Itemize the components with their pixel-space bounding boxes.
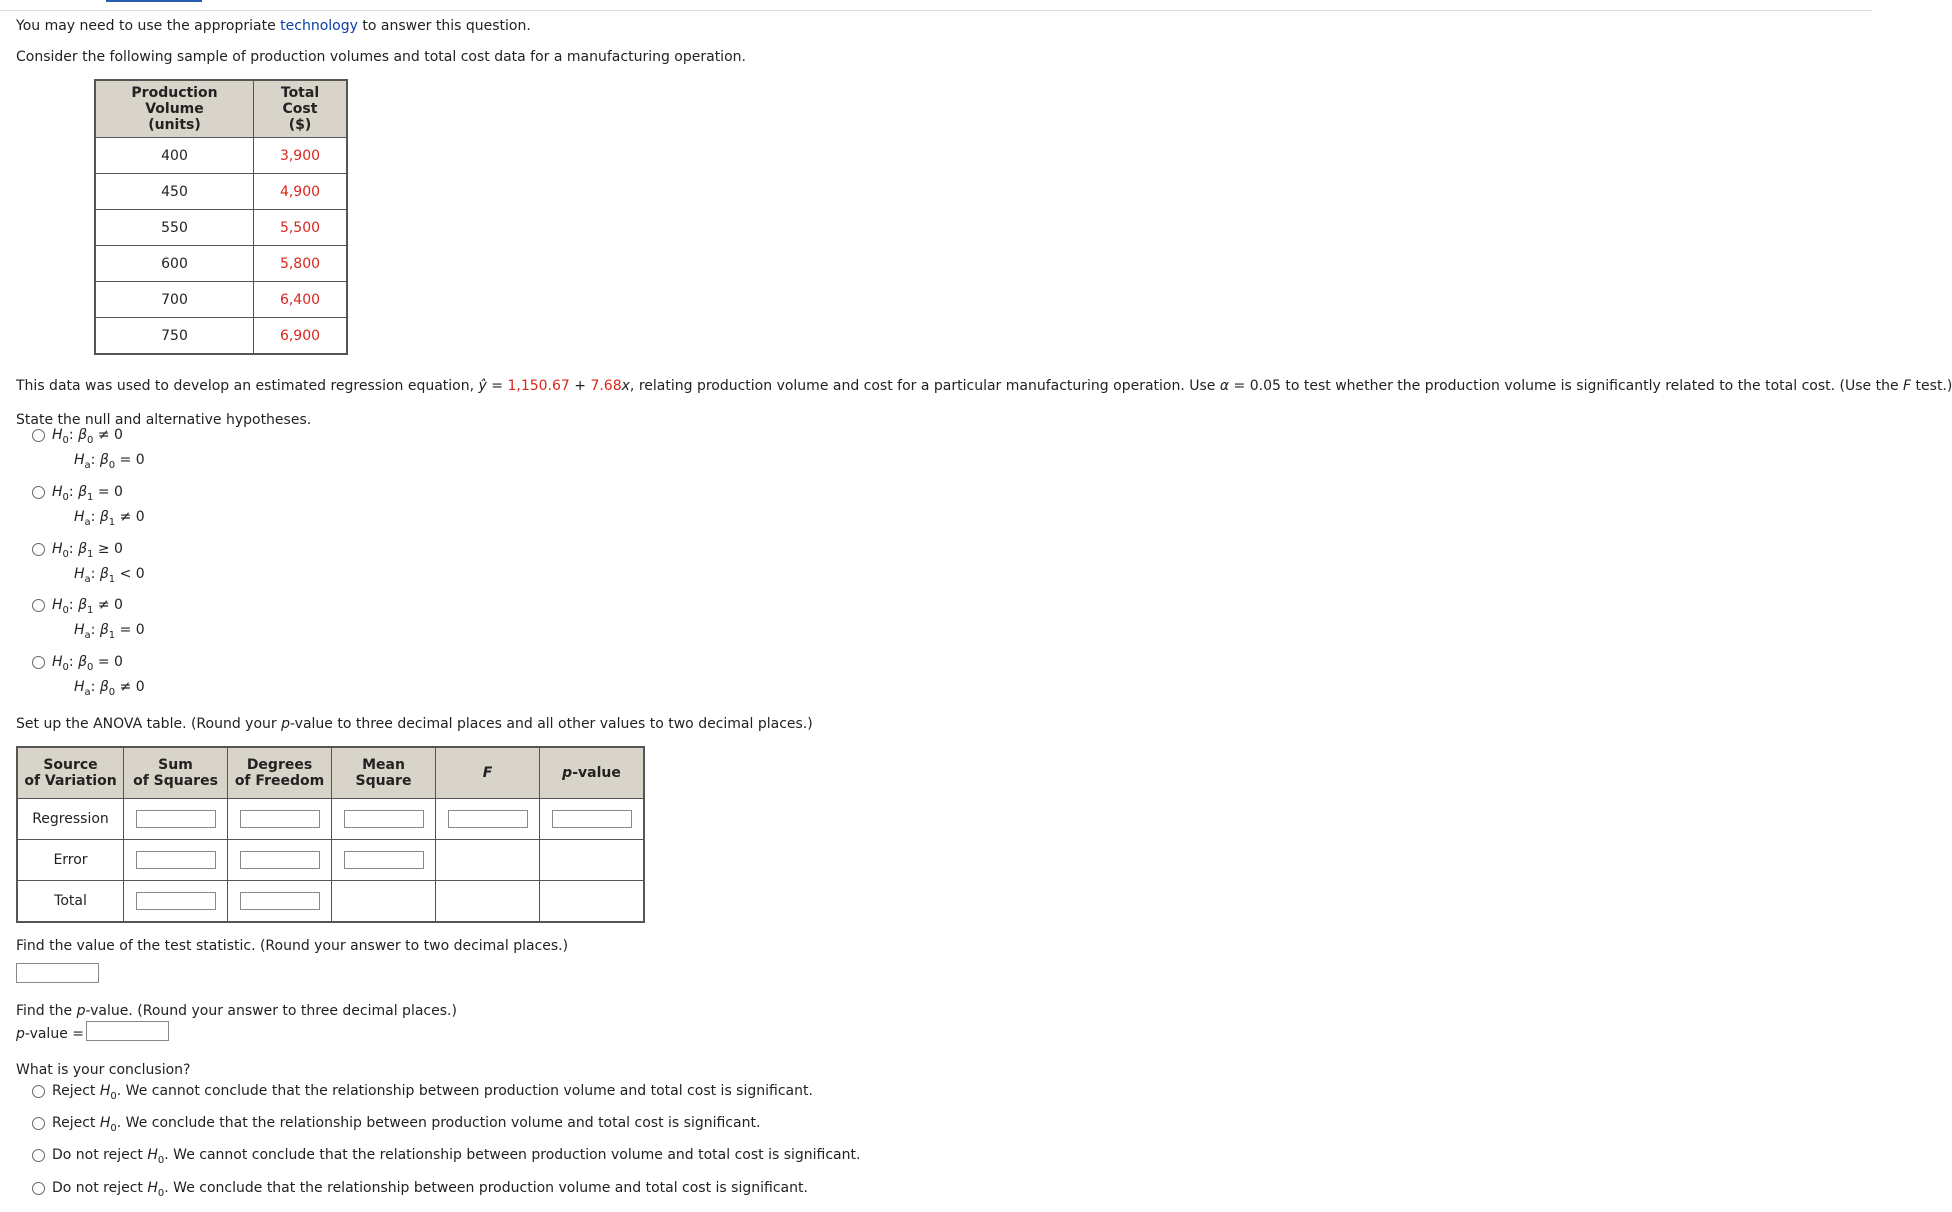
alternative-hypothesis: $H_a$: $\beta_0 = 0$ [74,452,145,471]
p-value-label: p-value = [16,1026,84,1042]
empty-cell [540,840,645,881]
top-divider [0,10,1872,11]
volume-cell: 600 [95,246,254,282]
conclusion-prompt: What is your conclusion? [16,1062,191,1078]
hypothesis-option-4[interactable] [32,596,232,646]
radio-button[interactable] [32,1182,45,1195]
table-row [95,174,347,210]
table-row [95,210,347,246]
alternative-hypothesis: $H_a$: $\beta_1 < 0$ [74,566,145,585]
cost-cell: 3,900 [254,138,348,174]
regression-ss-input[interactable] [136,810,216,828]
alternative-hypothesis: $H_a$: $\beta_0 \ne 0$ [74,679,145,698]
radio-button[interactable] [32,1117,45,1130]
cost-cell: 5,500 [254,210,348,246]
regression-statement: This data was used to develop an estimated regression equation, ŷ = 1,150.67 + 7.68x, relating production volume and cost for a particular manufacturing operation. Use α = 0.05 to test whether the production volume is significantly related to the total cost. (Use the F test.) [16,378,1952,394]
radio-button[interactable] [32,543,45,556]
anova-row-regression [17,799,644,840]
hypothesis-option-5[interactable] [32,653,232,703]
hypotheses-prompt: State the null and alternative hypotheses. [16,412,312,428]
total-ss-input[interactable] [136,892,216,910]
empty-cell [540,881,645,923]
table-row [95,246,347,282]
null-hypothesis: $H_0$: $\beta_0 = 0$ [52,654,123,673]
cost-cell: 5,800 [254,246,348,282]
col-header-total-cost: Total Cost ($) [254,80,348,138]
total-df-input[interactable] [240,892,320,910]
p-value-input[interactable] [86,1021,169,1041]
radio-button[interactable] [32,1149,45,1162]
production-data-table [94,79,348,355]
header-p-value: p-value [540,747,645,799]
volume-cell: 750 [95,318,254,355]
row-label-regression: Regression [17,799,124,840]
null-hypothesis: $H_0$: $\beta_0 \ne 0$ [52,427,123,446]
table-row [95,318,347,355]
volume-cell: 400 [95,138,254,174]
col-header-production-volume: Production Volume (units) [95,80,254,138]
table-row [95,138,347,174]
intro-text-end: to answer this question. [357,18,531,34]
hypothesis-option-3[interactable] [32,540,232,590]
row-label-total: Total [17,881,124,923]
header-f: F [436,747,540,799]
table-row [95,282,347,318]
header-sum-of-squares: Sum of Squares [124,747,228,799]
regression-df-input[interactable] [240,810,320,828]
top-tab-indicator [106,0,202,2]
volume-cell: 700 [95,282,254,318]
intro-line-2: Consider the following sample of production volumes and total cost data for a manufacturing operation. [16,49,746,65]
cost-cell: 6,900 [254,318,348,355]
empty-cell [436,840,540,881]
test-statistic-input[interactable] [16,963,99,983]
cost-cell: 4,900 [254,174,348,210]
header-source-of-variation: Source of Variation [17,747,124,799]
cost-cell: 6,400 [254,282,348,318]
intercept-value: 1,150.67 [507,378,570,394]
header-degrees-of-freedom: Degrees of Freedom [228,747,332,799]
empty-cell [436,881,540,923]
error-ss-input[interactable] [136,851,216,869]
radio-button[interactable] [32,1085,45,1098]
alpha-symbol: α [1219,378,1230,394]
radio-button[interactable] [32,486,45,499]
regression-ms-input[interactable] [344,810,424,828]
hypothesis-option-2[interactable] [32,483,232,533]
alternative-hypothesis: $H_a$: $\beta_1 = 0$ [74,622,145,641]
error-ms-input[interactable] [344,851,424,869]
radio-button[interactable] [32,429,45,442]
anova-table [16,746,645,923]
slope-value: 7.68 [590,378,622,394]
null-hypothesis: $H_0$: $\beta_1 = 0$ [52,484,123,503]
header-mean-square: Mean Square [332,747,436,799]
hypothesis-option-1[interactable] [32,426,232,476]
test-statistic-prompt: Find the value of the test statistic. (Round your answer to two decimal places.) [16,938,569,954]
volume-cell: 550 [95,210,254,246]
regression-p-value-input[interactable] [552,810,632,828]
radio-button[interactable] [32,656,45,669]
intro-line-1 [16,16,531,36]
anova-row-error [17,840,644,881]
radio-button[interactable] [32,599,45,612]
alternative-hypothesis: $H_a$: $\beta_1 \ne 0$ [74,509,145,528]
null-hypothesis: $H_0$: $\beta_1 \ne 0$ [52,597,123,616]
volume-cell: 450 [95,174,254,210]
regression-f-input[interactable] [448,810,528,828]
anova-row-total [17,881,644,923]
error-df-input[interactable] [240,851,320,869]
anova-prompt: Set up the ANOVA table. (Round your p-value to three decimal places and all other values to two decimal places.) [16,716,813,732]
technology-link[interactable]: technology [280,18,358,34]
row-label-error: Error [17,840,124,881]
null-hypothesis: $H_0$: $\beta_1 \ge 0$ [52,541,123,560]
intro-text: You may need to use the appropriate [16,18,281,34]
p-value-prompt: Find the p-value. (Round your answer to three decimal places.) [16,1003,457,1019]
y-hat-symbol: ŷ [478,378,487,394]
empty-cell [332,881,436,923]
